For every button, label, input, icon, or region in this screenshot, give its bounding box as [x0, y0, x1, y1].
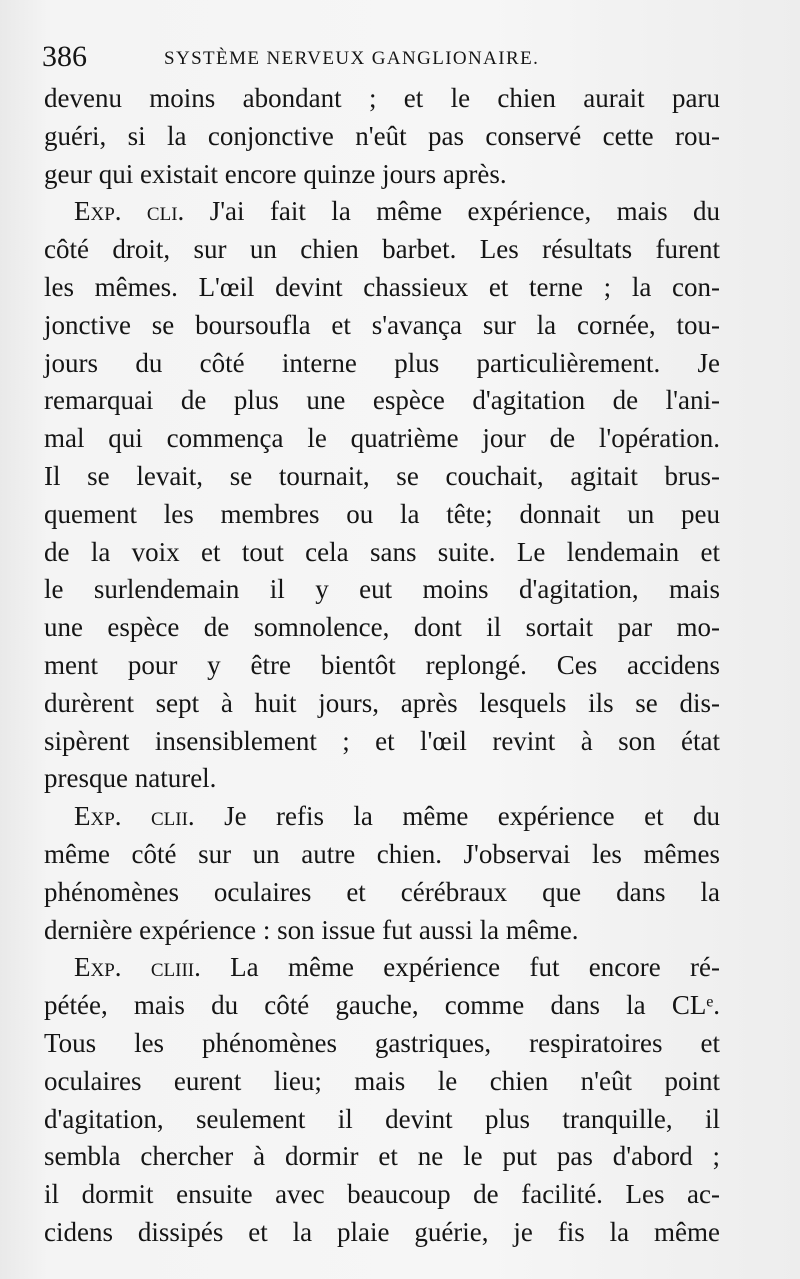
text-line: [44, 1063, 720, 1101]
line-text: durèrent sept à huit jours, après lesquels ils se dis-: [44, 687, 720, 718]
text-line: [44, 647, 720, 685]
line-text: J'ai fait la même expérience, mais du: [209, 196, 721, 227]
line-text: oculaires eurent lieu; mais le chien n'eût point: [44, 1065, 720, 1096]
line-text: mal qui commença le quatrième jour de l'opération.: [44, 423, 720, 454]
text-line: [44, 118, 720, 156]
line-text: Tous les phénomènes gastriques, respiratoires et: [44, 1027, 720, 1058]
text-line: [44, 1214, 720, 1252]
paragraph-start-line: [44, 193, 720, 231]
line-text: geur qui existait encore quinze jours après.: [44, 158, 507, 189]
text-line: [44, 912, 720, 950]
line-text: ment pour y être bientôt replongé. Ces accidens: [44, 649, 720, 680]
text-line: [44, 458, 720, 496]
paragraph-start-line: [44, 798, 720, 836]
experiment-label: Exp. cli.: [74, 196, 185, 227]
text-line: [44, 420, 720, 458]
experiment-label: Exp. cliii.: [74, 952, 201, 983]
text-line: [44, 382, 720, 420]
text-line: [44, 80, 720, 118]
text-line: [44, 1025, 720, 1063]
line-text: presque naturel.: [44, 763, 217, 794]
line-text: quement les membres ou la tête; donnait un peu: [44, 498, 720, 529]
text-line: [44, 874, 720, 912]
paragraph-start-line: [44, 949, 720, 987]
line-text: côté droit, sur un chien barbet. Les résultats furent: [44, 234, 720, 265]
line-text: Je refis la même expérience et du: [224, 801, 721, 832]
line-text: guéri, si la conjonctive n'eût pas conservé cette rou-: [44, 120, 720, 151]
line-text: sembla chercher à dormir et ne le put pas d'abord ;: [44, 1141, 720, 1172]
text-line: [44, 1176, 720, 1214]
line-text: même côté sur un autre chien. J'observai les mêmes: [44, 838, 720, 869]
experiment-label: Exp. clii.: [74, 801, 195, 832]
line-text: d'agitation, seulement il devint plus tranquille, il: [44, 1103, 720, 1134]
body-text: [44, 80, 720, 1252]
line-text: pétée, mais du côté gauche, comme dans la CLᵉ.: [44, 990, 720, 1021]
line-text: une espèce de somnolence, dont il sortait par mo-: [44, 612, 720, 643]
text-line: [44, 345, 720, 383]
line-text: La même expérience fut encore ré-: [230, 952, 720, 983]
text-line: [44, 987, 720, 1025]
text-line: [44, 760, 720, 798]
line-text: cidens dissipés et la plaie guérie, je fis la même: [44, 1216, 720, 1247]
line-text: phénomènes oculaires et cérébraux que dans la: [44, 876, 720, 907]
text-line: [44, 1101, 720, 1139]
line-text: Il se levait, se tournait, se couchait, agitait brus-: [44, 460, 720, 491]
line-text: de la voix et tout cela sans suite. Le lendemain et: [44, 536, 720, 567]
text-line: [44, 836, 720, 874]
line-text: les mêmes. L'œil devint chassieux et terne ; la con-: [44, 271, 720, 302]
page-header: [42, 37, 742, 77]
text-line: [44, 496, 720, 534]
line-text: devenu moins abondant ; et le chien aurait paru: [44, 83, 720, 113]
line-text: jonctive se boursoufla et s'avança sur la cornée, tou-: [44, 309, 720, 340]
line-text: dernière expérience : son issue fut aussi la même.: [44, 914, 579, 945]
text-line: [44, 723, 720, 761]
text-line: [44, 307, 720, 345]
text-line: [44, 534, 720, 572]
text-line: [44, 685, 720, 723]
running-head: SYSTÈME NERVEUX GANGLIONAIRE.: [164, 48, 540, 69]
line-text: il dormit ensuite avec beaucoup de facilité. Les ac-: [44, 1179, 720, 1210]
line-text: sipèrent insensiblement ; et l'œil revint à son état: [44, 725, 720, 756]
line-text: remarquai de plus une espèce d'agitation de l'ani-: [44, 385, 720, 416]
text-line: [44, 156, 720, 194]
text-line: [44, 231, 720, 269]
text-line: [44, 269, 720, 307]
text-line: [44, 1138, 720, 1176]
text-line: [44, 571, 720, 609]
line-text: jours du côté interne plus particulièrement. Je: [44, 347, 720, 378]
page-number: 386: [42, 40, 87, 73]
text-line: [44, 609, 720, 647]
line-text: le surlendemain il y eut moins d'agitation, mais: [44, 574, 720, 605]
